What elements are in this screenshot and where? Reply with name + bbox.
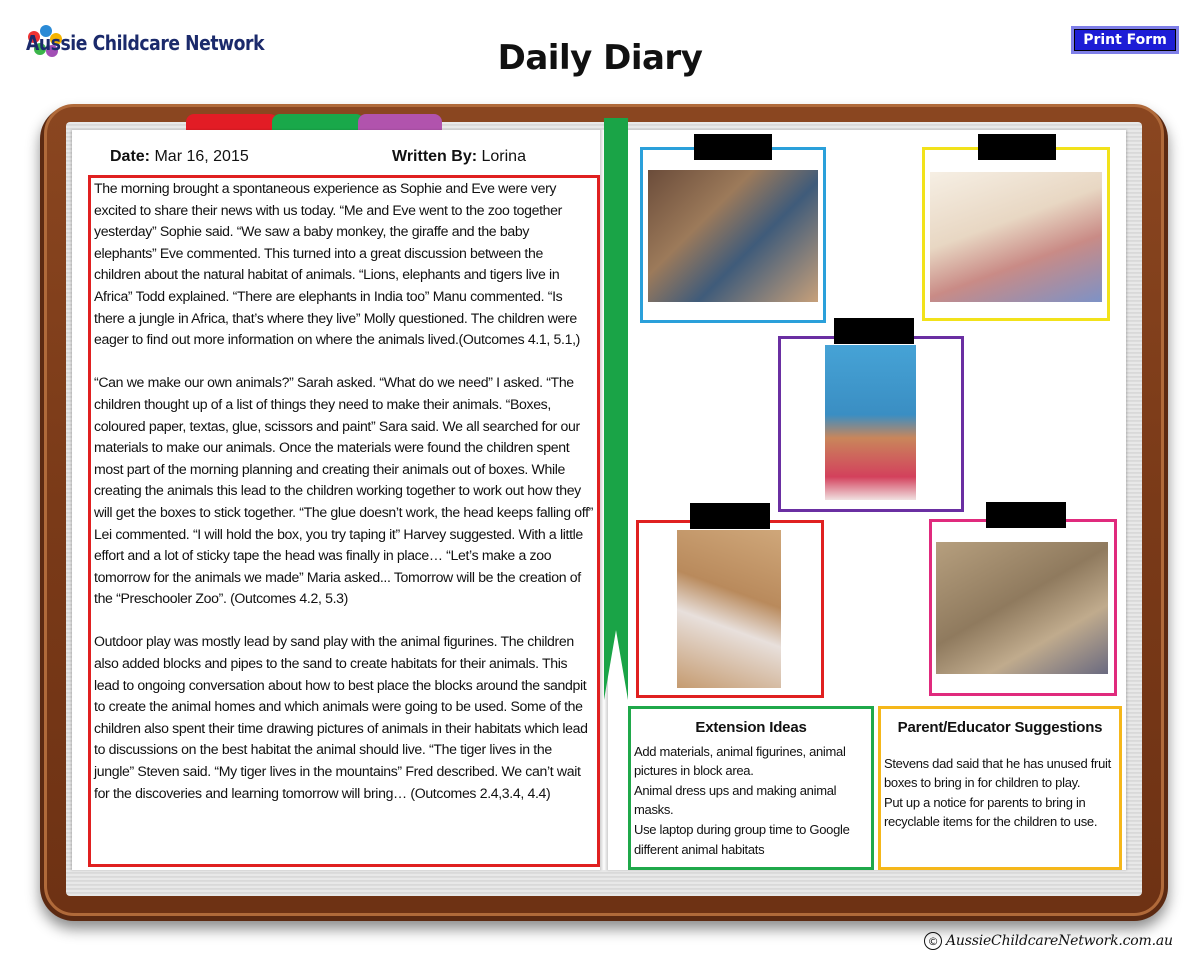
suggestions-box	[878, 706, 1122, 870]
extension-idea-item: Add materials, animal figurines, animal pictures in block area.	[634, 743, 846, 779]
copyright-notice	[924, 932, 1173, 950]
extension-idea-item: Animal dress ups and making animal masks.	[634, 782, 837, 818]
page-title: Daily Diary	[497, 38, 703, 78]
written-by-label: Written By:	[392, 148, 478, 165]
photo-girl-with-blocks	[825, 345, 916, 500]
extension-ideas-box	[628, 706, 874, 870]
extension-idea-item: Use laptop during group time to Google different animal habitats	[634, 821, 850, 857]
written-by-field	[392, 148, 526, 166]
photo-caption-1	[694, 134, 772, 160]
date-label: Date:	[110, 148, 151, 165]
suggestion-item: Stevens dad said that he has unused fruit boxes to bring in for children to play.	[884, 755, 1111, 791]
photo-caption-3	[834, 318, 914, 344]
diary-paragraph: Outdoor play was mostly lead by sand play with the animal figurines. The children also added blocks and pipes to the sand to create habitats for their animals. This lead to ongoing conversation about how to best place the blocks around the sandpit to create the animal homes and which animals were going to be used. Some of the children also spent their time drawing pictures of animals in their habitats which lead to discussions on the best habitat the animal should live. “The tiger lives in the jungle” Steven said. “My tiger lives in the mountains” Fred described. We can’t wait for the discoveries and learning tomorrow will bring… (Outcomes 2.4,3.4, 4.4)	[94, 633, 588, 801]
bookmark-ribbon	[604, 118, 628, 700]
date-field	[110, 148, 249, 166]
photo-sand-play	[936, 542, 1108, 674]
photo-group-time	[930, 172, 1102, 302]
diary-paragraph: “Can we make our own animals?” Sarah asked. “What do we need” I asked. “The children thought up of a list of things they need to make their animals. “Boxes, coloured paper, textas, glue, scissors and paint” Sara said. We all searched for our materials to make our animals. Once the materials were found the children spent most part of the morning planning and creating their animals out of boxes. While creating the animals this lead to the children working together to work out how they will get the boxes to stick together. “The glue doesn’t work, the head keeps falling off” Lei commented. “I will hold the box, you try taping it” Harvey suggested. With a little effort and a lot of sticky tape the head was finally in place… “Let’s make a zoo tomorrow for the animals we made” Maria asked... Tomorrow will be the creation of the “Preschooler Zoo”. (Outcomes 4.2, 5.3)	[94, 374, 593, 607]
photo-caption-5	[986, 502, 1066, 528]
photo-caption-4	[690, 503, 770, 529]
suggestion-item: Put up a notice for parents to bring in recyclable items for the children to use.	[884, 794, 1098, 830]
logo-text: Aussie Childcare Network	[26, 31, 265, 55]
photo-caption-2	[978, 134, 1056, 160]
written-by-value: Lorina	[481, 148, 526, 165]
copyright-text: AussieChildcareNetwork.com.au	[946, 933, 1173, 949]
copyright-icon: ©	[924, 932, 942, 950]
suggestions-title: Parent/Educator Suggestions	[897, 719, 1103, 736]
extension-ideas-title: Extension Ideas	[695, 719, 807, 736]
diary-paragraph: The morning brought a spontaneous experience as Sophie and Eve were very excited to share their news with us today. “Me and Eve went to the zoo together yesterday” Sophie said. “We saw a baby monkey, the giraffe and the baby elephants” Eve commented. This turned into a great discussion between the children about the natural habitat of animals. “Lions, elephants and tigers live in Africa” Todd explained. “There are elephants in India too” Manu commented. “Is there a jungle in Africa, that’s where they live” Molly questioned. The children were eager to find out more information on where the animals lived.(Outcomes 4.1, 5.1,)	[94, 180, 580, 348]
photo-children-playdough	[648, 170, 818, 302]
date-value: Mar 16, 2015	[154, 148, 249, 165]
print-form-button[interactable]: Print Form	[1071, 26, 1179, 54]
photo-child-with-boxes	[677, 530, 781, 688]
diary-entry	[88, 175, 600, 867]
